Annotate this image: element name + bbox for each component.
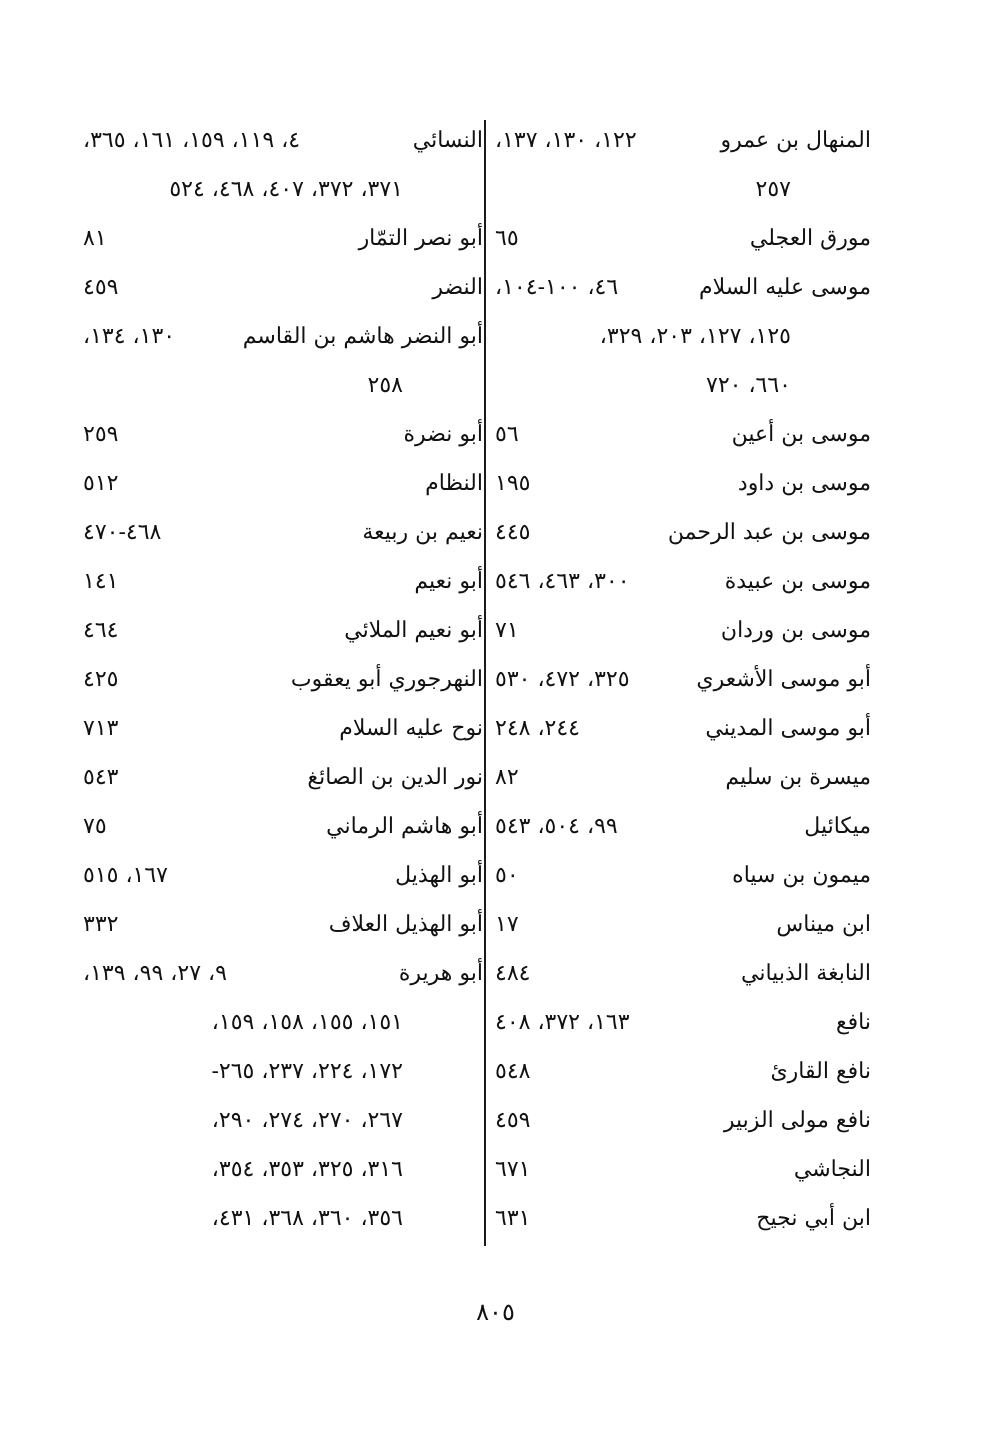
index-entry xyxy=(83,998,483,1047)
entry-name: ميمون بن سياه xyxy=(732,863,871,888)
entry-name: النظام xyxy=(425,471,483,496)
index-entry xyxy=(83,606,483,655)
entry-name: مورق العجلي xyxy=(749,226,871,251)
index-entry xyxy=(83,214,483,263)
entry-name: ميكائيل xyxy=(804,814,871,839)
entry-name: النجاشي xyxy=(793,1157,871,1182)
entry-pages: ١٦٧، ٥١٥ xyxy=(83,863,168,888)
entry-name: أبو نصر التمّار xyxy=(358,226,483,251)
entry-name: النهرجوري أبو يعقوب xyxy=(290,667,483,692)
column-divider xyxy=(484,120,486,1246)
entry-pages: ٤٨٤ xyxy=(495,961,531,986)
entry-name: أبو موسى المديني xyxy=(705,716,871,741)
entry-pages: ٤٦، ١٠٠-١٠٤، xyxy=(495,275,619,300)
index-entry xyxy=(83,753,483,802)
entry-pages: ٤٥٩ xyxy=(83,275,119,300)
entry-pages: ١٩٥ xyxy=(495,471,531,496)
index-entry xyxy=(83,508,483,557)
entry-pages: ١٦٣، ٣٧٢، ٤٠٨ xyxy=(495,1010,630,1035)
index-entry xyxy=(491,802,871,851)
entry-name: أبو نعيم الملائي xyxy=(344,618,483,643)
entry-pages: ٨١ xyxy=(83,226,107,251)
entry-pages: ١٧ xyxy=(495,912,519,937)
entry-name: أبو موسى الأشعري xyxy=(696,667,871,692)
entry-pages: ٢٦٧، ٢٧٠، ٢٧٤، ٢٩٠، xyxy=(211,1108,403,1133)
index-column-right xyxy=(491,116,871,1243)
entry-name: أبو نعيم xyxy=(414,569,483,594)
index-entry xyxy=(491,508,871,557)
entry-pages: ٥٠ xyxy=(495,863,519,888)
index-entry xyxy=(83,165,483,214)
entry-pages: ٧١ xyxy=(495,618,519,643)
entry-name: موسى بن عبد الرحمن xyxy=(667,520,871,545)
index-entry xyxy=(491,312,871,361)
entry-name: أبو الهذيل العلاف xyxy=(328,912,483,937)
index-entry xyxy=(491,998,871,1047)
index-entry xyxy=(83,410,483,459)
entry-name: أبو الهذيل xyxy=(395,863,483,888)
index-entry xyxy=(491,116,871,165)
index-entry xyxy=(491,949,871,998)
index-entry xyxy=(491,1047,871,1096)
entry-pages: ٢٥٧ xyxy=(755,177,791,202)
index-entry xyxy=(83,802,483,851)
entry-name: النسائي xyxy=(412,128,483,153)
index-entry xyxy=(83,263,483,312)
entry-pages: ٥٦ xyxy=(495,422,519,447)
entry-name: ميسرة بن سليم xyxy=(725,765,871,790)
index-entry xyxy=(491,165,871,214)
page-number: ٨٠٥ xyxy=(476,1298,515,1326)
index-entry xyxy=(491,851,871,900)
index-entry xyxy=(83,557,483,606)
entry-pages: ٧١٣ xyxy=(83,716,119,741)
entry-pages: ٥٤٣ xyxy=(83,765,119,790)
index-entry xyxy=(491,1145,871,1194)
entry-name: المنهال بن عمرو xyxy=(720,128,871,153)
entry-pages: ٧٥ xyxy=(83,814,107,839)
index-entry xyxy=(491,753,871,802)
entry-name: نافع مولى الزبير xyxy=(723,1108,871,1133)
entry-pages: ٢٥٨ xyxy=(367,373,403,398)
entry-pages: ١٢٥، ١٢٧، ٢٠٣، ٣٢٩، xyxy=(599,324,791,349)
index-entry xyxy=(491,410,871,459)
index-entry xyxy=(491,1096,871,1145)
index-entry xyxy=(491,1194,871,1243)
index-entry xyxy=(491,606,871,655)
index-entry xyxy=(83,704,483,753)
entry-name: نور الدين بن الصائغ xyxy=(307,765,483,790)
index-entry xyxy=(83,851,483,900)
entry-name: ابن ميناس xyxy=(776,912,871,937)
entry-pages: ٢٤٤، ٢٤٨ xyxy=(495,716,580,741)
entry-name: موسى بن أعين xyxy=(731,422,871,447)
entry-pages: ٤٦٨-٤٧٠ xyxy=(83,520,162,545)
entry-pages: ٩٩، ٥٠٤، ٥٤٣ xyxy=(495,814,618,839)
index-entry xyxy=(83,116,483,165)
index-entry xyxy=(83,459,483,508)
entry-pages: ٣٥٦، ٣٦٠، ٣٦٨، ٤٣١، xyxy=(211,1206,403,1231)
entry-pages: ٤٢٥ xyxy=(83,667,119,692)
entry-name: النابغة الذبياني xyxy=(741,961,871,986)
entry-pages: ٤٦٤ xyxy=(83,618,119,643)
entry-pages: ٣١٦، ٣٢٥، ٣٥٣، ٣٥٤، xyxy=(211,1157,403,1182)
entry-pages: ٥٤٨ xyxy=(495,1059,531,1084)
entry-pages: ٣٣٢ xyxy=(83,912,119,937)
entry-name: أبو هريرة xyxy=(398,961,483,986)
index-entry xyxy=(491,214,871,263)
entry-name: أبو هاشم الرماني xyxy=(326,814,483,839)
entry-name: نافع xyxy=(835,1010,871,1035)
entry-pages: ٤، ١١٩، ١٥٩، ١٦١، ٣٦٥، xyxy=(83,128,301,153)
entry-pages: ٨٢ xyxy=(495,765,519,790)
entry-pages: ١٧٢، ٢٢٤، ٢٣٧، ٢٦٥- xyxy=(211,1059,403,1084)
entry-pages: ٤٤٥ xyxy=(495,520,531,545)
entry-pages: ١٤١ xyxy=(83,569,119,594)
entry-name: النضر xyxy=(432,275,483,300)
index-column-left xyxy=(83,116,483,1243)
entry-name: أبو نضرة xyxy=(403,422,483,447)
entry-pages: ٦٥ xyxy=(495,226,519,251)
entry-pages: ٥١٢ xyxy=(83,471,119,496)
index-entry xyxy=(491,655,871,704)
entry-pages: ٦٧١ xyxy=(495,1157,531,1182)
index-entry xyxy=(83,361,483,410)
index-entry xyxy=(83,655,483,704)
index-entry xyxy=(491,263,871,312)
entry-pages: ٢٥٩ xyxy=(83,422,119,447)
index-entry xyxy=(83,1194,483,1243)
index-entry xyxy=(491,900,871,949)
entry-name: نعيم بن ربيعة xyxy=(362,520,483,545)
entry-pages: ٦٦٠، ٧٢٠ xyxy=(706,373,791,398)
index-entry xyxy=(83,1047,483,1096)
entry-pages: ١٢٢، ١٣٠، ١٣٧، xyxy=(495,128,637,153)
entry-name: أبو النضر هاشم بن القاسم xyxy=(242,324,483,349)
entry-name: موسى بن عبيدة xyxy=(724,569,871,594)
entry-pages: ١٣٠، ١٣٤، xyxy=(83,324,176,349)
index-entry xyxy=(83,949,483,998)
entry-name: نافع القارئ xyxy=(770,1059,871,1084)
entry-pages: ٣٢٥، ٤٧٢، ٥٣٠ xyxy=(495,667,630,692)
entry-pages: ٣٧١، ٣٧٢، ٤٠٧، ٤٦٨، ٥٢٤ xyxy=(169,177,403,202)
index-entry xyxy=(491,459,871,508)
entry-name: نوح عليه السلام xyxy=(339,716,483,741)
entry-pages: ٩، ٢٧، ٩٩، ١٣٩، xyxy=(83,961,227,986)
index-entry xyxy=(491,557,871,606)
index-entry xyxy=(83,1145,483,1194)
entry-pages: ٣٠٠، ٤٦٣، ٥٤٦ xyxy=(495,569,630,594)
index-entry xyxy=(491,361,871,410)
index-entry xyxy=(83,900,483,949)
index-entry xyxy=(83,1096,483,1145)
entry-name: موسى عليه السلام xyxy=(699,275,871,300)
entry-name: ابن أبي نجيح xyxy=(756,1206,871,1231)
index-entry xyxy=(83,312,483,361)
entry-pages: ٤٥٩ xyxy=(495,1108,531,1133)
entry-pages: ١٥١، ١٥٥، ١٥٨، ١٥٩، xyxy=(211,1010,403,1035)
entry-pages: ٦٣١ xyxy=(495,1206,531,1231)
entry-name: موسى بن داود xyxy=(737,471,871,496)
entry-name: موسى بن وردان xyxy=(720,618,871,643)
index-entry xyxy=(491,704,871,753)
